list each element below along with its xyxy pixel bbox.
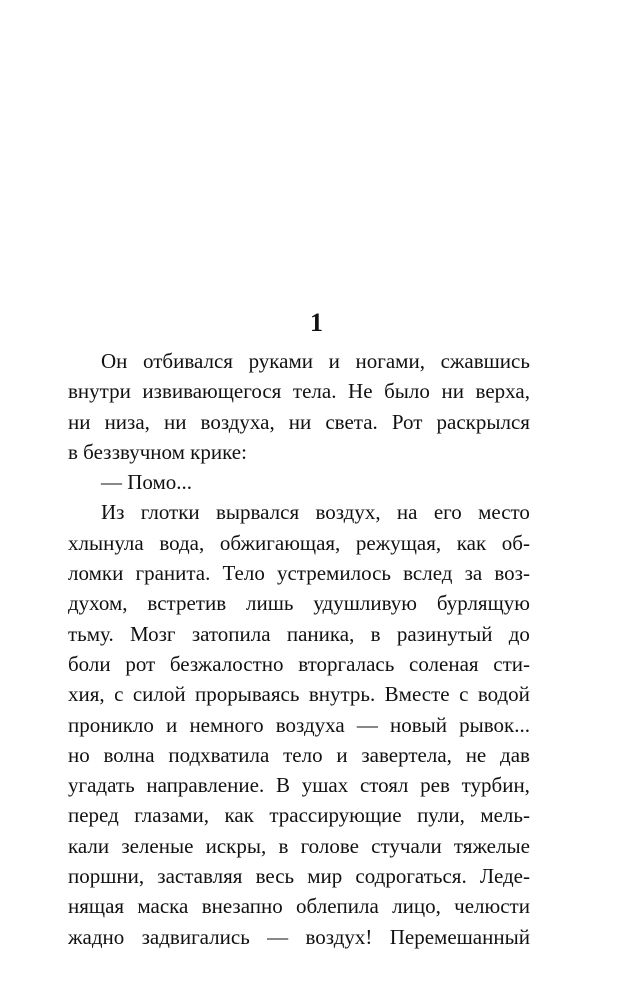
text-line: духом, встретив лишь удушливую бурлящую: [68, 591, 530, 616]
text-line: кали зеленые искры, в голове стучали тяжелые: [68, 833, 530, 858]
text-line: в беззвучном крике:: [68, 439, 247, 464]
text-line: ни низа, ни воздуха, ни света. Рот раскрылся: [68, 409, 530, 434]
text-line: поршни, заставляя весь мир содрогаться. Леде-: [68, 864, 530, 889]
text-line: боли рот безжалостно вторгалась соленая сти-: [68, 651, 530, 676]
text-line: ломки гранита. Тело устремилось вслед за воз-: [68, 561, 530, 586]
text-line: хлынула вода, обжигающая, режущая, как об-: [68, 530, 530, 555]
body-text: [68, 346, 530, 952]
text-line: угадать направление. В ушах стоял рев турбин,: [68, 773, 530, 798]
text-line: жадно задвигались — воздух! Перемешанный: [68, 924, 530, 949]
text-line: внутри извивающегося тела. Не было ни верха,: [68, 379, 530, 404]
text-line: хия, с силой прорываясь внутрь. Вместе с водой: [68, 682, 530, 707]
text-line: проникло и немного воздуха — новый рывок...: [68, 712, 530, 737]
text-line: — Помо...: [101, 470, 193, 495]
text-line: но волна подхватила тело и завертела, не дав: [68, 742, 530, 767]
text-line: нящая маска внезапно облепила лицо, челюсти: [68, 894, 530, 919]
chapter-number: 1: [310, 308, 323, 337]
text-line: перед глазами, как трассирующие пули, мель-: [68, 803, 530, 828]
text-line: тьму. Мозг затопила паника, в разинутый до: [68, 621, 530, 646]
text-line: Он отбивался руками и ногами, сжавшись: [101, 349, 530, 373]
text-line: Из глотки вырвался воздух, на его место: [101, 500, 530, 525]
